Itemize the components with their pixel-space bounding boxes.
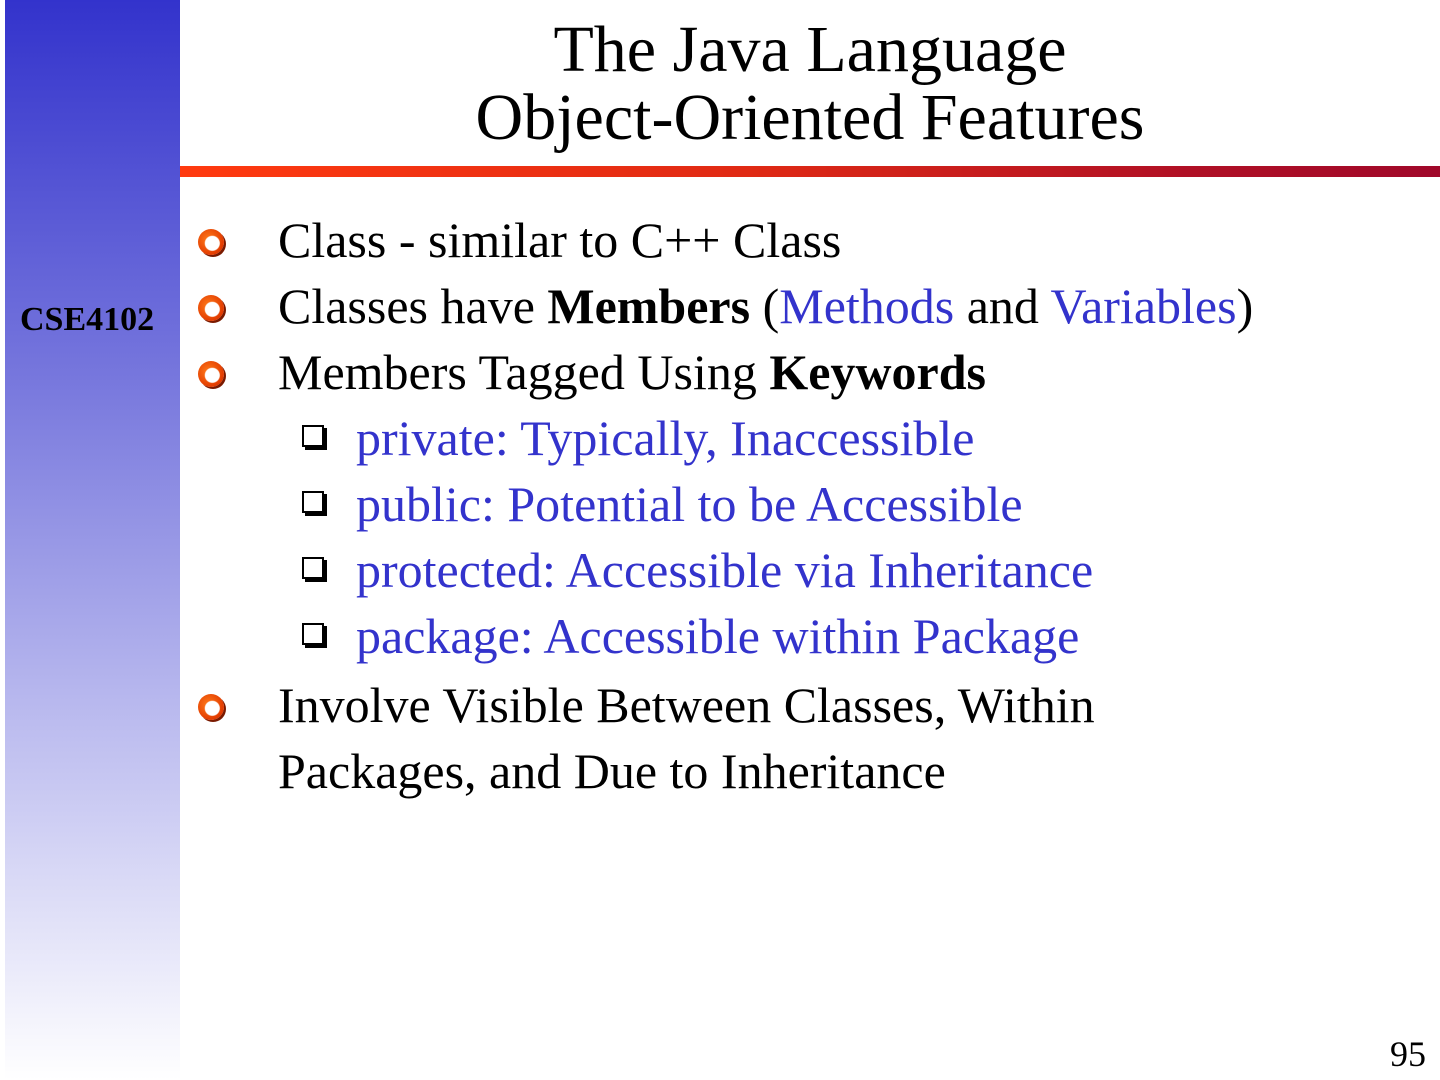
bullet-text-bold: Members — [547, 278, 751, 334]
bullet-text-bold: Keywords — [769, 344, 986, 400]
bullet-item-class — [190, 207, 1430, 273]
title-line-2: Object-Oriented Features — [475, 81, 1145, 154]
sub-bullet-text: private: Typically, Inaccessible — [356, 410, 975, 466]
square-bullet-icon — [302, 623, 324, 645]
sub-bullet-public — [190, 471, 1430, 537]
square-bullet-icon — [302, 491, 324, 513]
sub-bullet-text: public: Potential to be Accessible — [356, 476, 1023, 532]
orange-circle-bullet-icon — [198, 229, 224, 255]
bullet-item-keywords — [190, 339, 1430, 405]
course-code: CSE4102 — [20, 301, 155, 338]
sub-bullet-package — [190, 603, 1430, 669]
title-line-1: The Java Language — [553, 13, 1067, 86]
sub-bullet-text: protected: Accessible via Inheritance — [356, 542, 1094, 598]
bullet-item-members — [190, 273, 1430, 339]
bullet-text-prefix: Members Tagged Using — [278, 344, 770, 400]
page-number: 95 — [1390, 1034, 1426, 1074]
orange-circle-bullet-icon — [198, 694, 224, 720]
methods-term: Methods — [779, 278, 955, 334]
bullet-text-close: ) — [1236, 278, 1254, 334]
bullet-item-visibility — [190, 672, 1238, 804]
title-divider — [180, 166, 1440, 177]
square-bullet-icon — [302, 425, 324, 447]
orange-circle-bullet-icon — [198, 361, 224, 387]
bullet-text: Class - similar to C++ Class — [278, 212, 842, 268]
variables-term: Variables — [1050, 278, 1237, 334]
square-bullet-icon — [302, 557, 324, 579]
sidebar-gradient — [5, 0, 180, 1080]
bullet-text: Involve Visible Between Classes, Within Packages, and Due to Inheritance — [278, 677, 1095, 799]
sub-bullet-protected — [190, 537, 1430, 603]
orange-circle-bullet-icon — [198, 295, 224, 321]
bullet-text-open: ( — [750, 278, 780, 334]
slide-title — [180, 13, 1440, 154]
sub-bullet-private — [190, 405, 1430, 471]
bullet-text-middle: and — [954, 278, 1051, 334]
sub-bullet-text: package: Accessible within Package — [356, 608, 1080, 664]
bullet-text-prefix: Classes have — [278, 278, 548, 334]
bullet-list — [190, 207, 1430, 804]
